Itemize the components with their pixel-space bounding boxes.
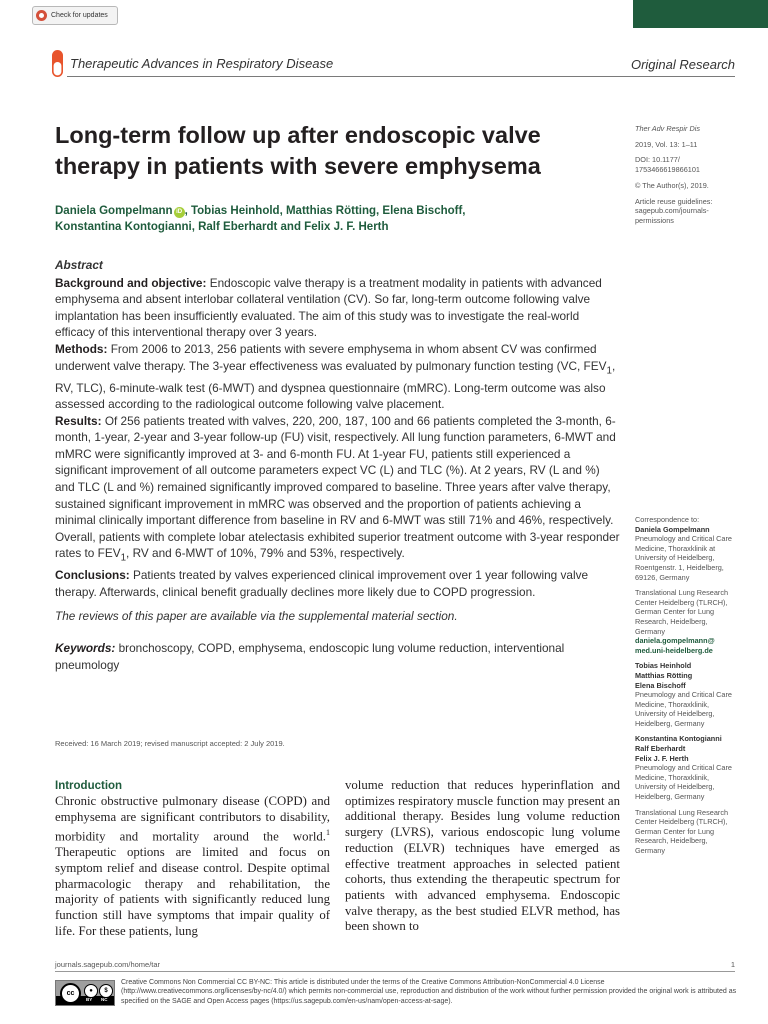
abstract xyxy=(55,257,620,673)
license-text: Creative Commons Non Commercial CC BY-NC: This article is distributed under the terms of the Creative Commons Attribution-NonCommercial 4.0 License (http://www.creativecommons.org/licenses/by-nc/4.0/) which permits non-commercial use, reproduction and distribution of the work without further permission provided the original work is attributed as specified on the SAGE and Open Access pages (https://us.sagepub.com/en-us/nam/open-access-at-sage). xyxy=(121,979,737,1005)
review-note: The reviews of this paper are available via the supplemental material section. xyxy=(55,608,458,623)
keywords-label: Keywords: xyxy=(55,641,116,656)
results-text: Of 256 patients treated with valves, 220, 200, 187, 100 and 66 patients completed the 3-month, 6-month, 1-year, 2-year and 3-year follow-up (FU) visit, respectively. All lung function parameters, 6-MWT and mMRC were significantly improved at 3- and 6-month FU. At 1-year FU, patients still experienced a significant improvement of all outcome parameters expect VC (L) and TLC (%). At 2 years, RV (L and %) and TLC (L and %) remained significantly improved compared to baseline. Three years after valve therapy, sustained significant improvement in mMRC was observed and the proportion of patients achieving a minimal clinically important difference from baseline in RV and 6-MWT was still 71% and 46%, respectively. Overall, patients with complete lobar atelectasis exhibited superior treatment outcome with 3-year responder rates to FEV xyxy=(55,413,620,561)
email-link[interactable]: daniela.gompelmann@ med.uni-heidelberg.de xyxy=(635,636,715,655)
doi-label: DOI: 10.1177/ xyxy=(635,155,680,165)
attribution-icon: ● xyxy=(84,984,98,998)
results-label: Results: xyxy=(55,413,102,428)
doi-value: 1753466619866101 xyxy=(635,165,700,175)
article-metadata xyxy=(635,124,735,232)
noncommercial-icon: $ xyxy=(99,984,113,998)
methods-label: Methods: xyxy=(55,341,108,356)
section-heading: Introduction xyxy=(55,780,123,792)
correspondence-block xyxy=(635,515,735,856)
header-divider xyxy=(67,76,735,77)
footer-divider xyxy=(55,971,735,972)
methods-text: From 2006 to 2013, 256 patients with severe emphysema in whom absent CV was confirmed underwent valve therapy. The 3-year effectiveness was evaluated by pulmonary function testing (VC, FEV xyxy=(55,341,607,373)
correspondence-label: Correspondence to: xyxy=(635,515,700,524)
author-name: Tobias Heinhold xyxy=(635,661,692,671)
check-for-updates-label: Check for updates xyxy=(51,12,108,19)
body-text: Therapeutic options are limited and focus on symptom relief and disease control. Despite optimal pharmacologic therapy and rehabilitation, the majority of patients with significantly reduced lung function still have symptoms that impair quality of life. For these patients, lung xyxy=(55,845,330,938)
affiliation: Pneumology and Critical Care Medicine, Thoraxklinik, University of Heidelberg, Heidelberg, Germany xyxy=(635,763,732,802)
author-list xyxy=(55,203,525,235)
abstract-heading: Abstract xyxy=(55,258,103,272)
author-name: Elena Bischoff xyxy=(635,680,686,690)
update-icon xyxy=(36,10,47,21)
background-label: Background and objective: xyxy=(55,275,207,290)
reuse-link[interactable]: sagepub.com/journals- xyxy=(635,206,709,216)
journal-logo-icon xyxy=(52,50,63,77)
body-column-right: volume reduction that reduces hyperinflation and optimizes respiratory muscle function may present an additional therapy. Besides lung volume reduction surgery (LVRS), various endoscopic lung volume reduction (ELVR) techniques have emerged as effective treatment approaches in selected patient cohorts, thus extending the therapeutic spectrum for patients with advanced emphysema. Endoscopic valve therapy, as the best studied ELVR method, has been shown to xyxy=(345,778,620,934)
article-type: Original Research xyxy=(630,57,735,72)
reference-marker[interactable]: 1 xyxy=(326,828,330,838)
cc-label: cc xyxy=(60,983,81,1004)
cc-license-icon xyxy=(55,980,115,1006)
keywords-text: bronchoscopy, COPD, emphysema, endoscopic lung volume reduction, interventional pneumology xyxy=(55,641,565,672)
author-name: Matthias Rötting xyxy=(635,670,693,680)
header-color-block xyxy=(633,0,768,28)
abstract-methods xyxy=(55,341,620,413)
abstract-conclusions xyxy=(55,567,620,600)
author-name: Daniela Gompelmann xyxy=(635,524,710,534)
journal-name: Therapeutic Advances in Respiratory Disease xyxy=(70,56,334,71)
reuse-link[interactable]: permissions xyxy=(635,215,674,225)
nc-label: NC xyxy=(101,997,108,1002)
author-names: , Tobias Heinhold, Matthias Rötting, Elena Bischoff, xyxy=(184,205,466,217)
doi xyxy=(635,155,735,174)
author-name: Ralf Eberhardt xyxy=(635,744,686,754)
keywords xyxy=(55,640,620,673)
orcid-icon[interactable]: iD xyxy=(174,207,185,218)
methods-text: , RV, TLC), 6-minute-walk test (6-MWT) and dyspnea questionnaire (mMRC). Long-term outcome was also assessed according to the radiological outcome following valve placement. xyxy=(55,358,616,412)
received-dates: Received: 16 March 2019; revised manuscript accepted: 2 July 2019. xyxy=(55,739,285,748)
body-text: Chronic obstructive pulmonary disease (COPD) and emphysema are significant contributors to disability, morbidity and mortality around the world. xyxy=(55,794,330,844)
abstract-background xyxy=(55,275,620,341)
copyright: © The Author(s), 2019. xyxy=(635,180,709,190)
page-number: 1 xyxy=(730,960,735,969)
subscript: 1 xyxy=(120,552,127,564)
author-names: Konstantina Kontogianni, Ralf Eberhardt and Felix J. F. Herth xyxy=(55,221,389,233)
journal-abbreviation: Ther Adv Respir Dis xyxy=(635,124,701,133)
author-name: Felix J. F. Herth xyxy=(635,753,689,763)
reuse-line: Article reuse guidelines: xyxy=(635,196,713,206)
conclusions-label: Conclusions: xyxy=(55,568,130,583)
subscript: 1 xyxy=(606,364,612,376)
body-column-left xyxy=(55,778,330,940)
affiliation: Translational Lung Research Center Heidelberg (TLRCH), German Center for Lung Research, Heidelberg, Germany xyxy=(635,807,729,855)
background-text: Endoscopic valve therapy is a treatment modality in patients with advanced emphysema and absent interlobar collateral ventilation (CV). So far, long-term outcome following valve implantation has been insufficiently evaluated. The aim of this study was to investigate the real-world efficacy of this interventional therapy over 3 years. xyxy=(55,275,602,340)
reuse-guidelines xyxy=(635,197,735,226)
conclusions-text: Patients treated by valves experienced clinical improvement over 1 year following valve therapy. Afterwards, clinical benefit gradually declines more likely due to COPD progression. xyxy=(55,568,589,599)
volume-info: 2019, Vol. 13: 1–11 xyxy=(635,139,698,149)
article-title: Long-term follow up after endoscopic valve therapy in patients with severe emphysema xyxy=(55,122,541,179)
by-label: BY xyxy=(86,997,93,1002)
affiliation: Pneumology and Critical Care Medicine, Thoraxklinik, University of Heidelberg, Heidelberg, Germany xyxy=(635,690,732,728)
author-name: Daniela Gompelmann xyxy=(55,205,173,217)
abstract-results xyxy=(55,413,620,568)
author-name: Konstantina Kontogianni xyxy=(635,734,722,744)
journal-url[interactable]: journals.sagepub.com/home/tar xyxy=(55,960,161,969)
results-text: , RV and 6-MWT of 10%, 79% and 53%, respectively. xyxy=(126,546,405,561)
affiliation: Translational Lung Research Center Heidelberg (TLRCH), German Center for Lung Research, Heidelberg, Germany xyxy=(635,588,729,636)
check-for-updates-button[interactable] xyxy=(32,6,118,25)
affiliation: Pneumology and Critical Care Medicine, Thoraxklinik at University of Heidelberg, Roentgenstr. 1, Heidelberg, 69126, Germany xyxy=(635,534,732,582)
